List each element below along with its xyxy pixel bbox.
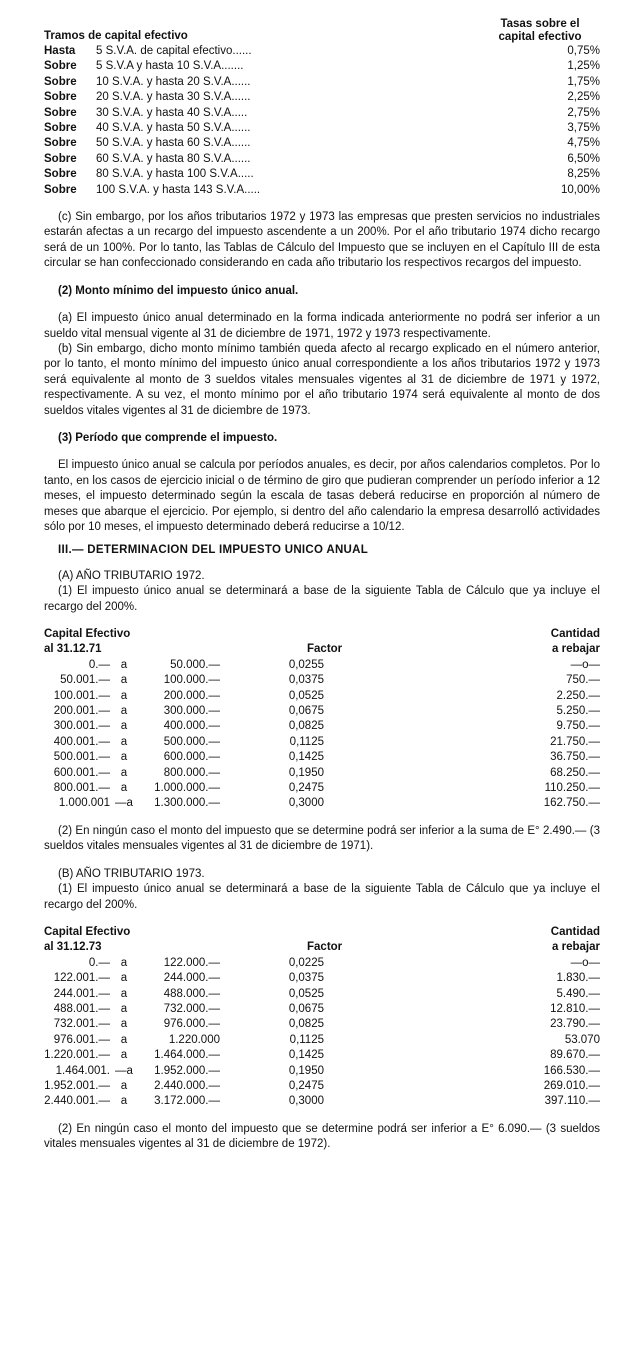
table-row: [44, 781, 600, 796]
cell-sep: a: [120, 956, 128, 969]
cell-to: 1.220.000: [168, 1033, 220, 1046]
tramos-desc: 5 S.V.A. de capital efectivo......: [96, 45, 252, 57]
cell-amount: 36.750.—: [550, 751, 600, 764]
tramos-rate: 10,00%: [560, 183, 600, 196]
cell-factor: 0,0375: [288, 972, 324, 985]
table-1972-col-factor: Factor: [307, 643, 343, 656]
cell-to: 488.000.—: [163, 987, 220, 1000]
tramos-rate: 0,75%: [567, 45, 600, 57]
cell-from: 0.—: [88, 658, 110, 671]
paragraph-a1: (1) El impuesto único anual se determinará a base de la siguiente Tabla de Cálculo que ya incluye el recargo del 200%.: [44, 585, 600, 613]
subheading-ano-1973: (B) AÑO TRIBUTARIO 1973.: [58, 867, 205, 880]
cell-amount: 53.070: [564, 1033, 600, 1046]
tramos-rate: 2,25%: [567, 91, 600, 104]
tramos-row: [44, 59, 600, 74]
cell-factor: 0,0525: [288, 689, 324, 702]
cell-sep: a: [120, 1095, 128, 1108]
tramos-desc: 60 S.V.A. y hasta 80 S.V.A......: [96, 152, 251, 165]
cell-to: 122.000.—: [163, 956, 220, 969]
cell-amount: 1.830.—: [556, 972, 600, 985]
cell-amount: 397.110.—: [544, 1095, 600, 1108]
cell-from: 976.001.—: [53, 1033, 110, 1046]
cell-amount: 9.750.—: [556, 720, 600, 733]
cell-sep: a: [120, 689, 128, 702]
col-capital-line1: Capital Efectivo: [44, 628, 131, 640]
cell-factor: 0,1950: [288, 1064, 324, 1077]
table-row: [44, 956, 600, 971]
paragraph-2b: (b) Sin embargo, dicho monto mínimo también queda afecto al recargo explicado en el número anterior, por lo tanto, el monto mínimo del impuesto único anual correspondiente a los años tributarios 1972 y 1973 será equivalente al monto de 3 sueldos vitales mensuales vigentes al 31 de diciembre de 1971 y 1972, respectivamente. A su vez, el monto mínimo por el año tributario 1974 será equivalente al monto de dos sueldos vitales vigentes al 31 de diciembre de 1973.: [44, 342, 600, 417]
table-row: [44, 987, 600, 1002]
cell-sep: —a: [115, 1064, 133, 1077]
cell-amount: 68.250.—: [550, 766, 600, 779]
cell-sep: a: [120, 735, 128, 748]
paragraph-b2: (2) En ningún caso el monto del impuesto que se determine podrá ser inferior a E° 6.090.— (3 sueldos vitales mensuales vigentes al 31 de diciembre de 1972).: [44, 1122, 600, 1151]
table-row: [44, 689, 600, 704]
cell-amount: 162.750.—: [543, 797, 600, 810]
table-row: [44, 1048, 600, 1063]
paragraph-c: (c) Sin embargo, por los años tributarios 1972 y 1973 las empresas que presten servicios no industriales estarán afectas a un recargo del impuesto ascendente a un 200%. Por el año tributario 1974 dicho recargo será de un 100%. Por lo tanto, las Tablas de Cálculo del Impuesto que se incluyen en el Capítulo III de esta circular se han confeccionado considerando en cada año tributario los respectivos recargos del impuesto.: [44, 211, 600, 270]
tramos-row: [44, 121, 600, 136]
tramos-desc: 10 S.V.A. y hasta 20 S.V.A......: [96, 75, 251, 88]
table-1972-header: [44, 627, 600, 658]
tramos-row: [44, 136, 600, 151]
cell-from: 488.001.—: [53, 1002, 110, 1015]
tramos-row: [44, 90, 600, 105]
table-row: [44, 766, 600, 781]
cell-sep: a: [120, 674, 128, 687]
table-row: [44, 735, 600, 750]
cell-amount: 5.250.—: [556, 705, 600, 718]
tramos-rate: 2,75%: [567, 106, 600, 119]
cell-sep: a: [120, 972, 128, 985]
cell-sep: a: [120, 720, 128, 733]
table-1973-col-capital: [44, 925, 244, 956]
tramos-row: [44, 75, 600, 90]
cell-factor: 0,0225: [288, 956, 324, 969]
cell-amount: 21.750.—: [550, 735, 600, 748]
cell-to: 400.000.—: [163, 720, 220, 733]
cell-to: 800.000.—: [163, 766, 220, 779]
cell-sep: a: [120, 987, 128, 1000]
cell-factor: 0,3000: [288, 1095, 324, 1108]
cell-from: 122.001.—: [53, 972, 110, 985]
table-row: [44, 971, 600, 986]
col-capital-line2: al 31.12.71: [44, 643, 102, 656]
cell-factor: 0,0255: [288, 658, 324, 671]
cell-sep: a: [120, 705, 128, 718]
tramos-list: [44, 44, 600, 198]
paragraph-2a: (a) El impuesto único anual determinado en la forma indicada anteriormente no podrá ser inferior a un sueldo vital mensual vigente al 31 de diciembre de 1971, 1972 y 1973 respectivamente.: [44, 312, 600, 340]
table-1973-body: [44, 956, 600, 1110]
cell-amount: 5.490.—: [556, 987, 600, 1000]
table-row: [44, 1079, 600, 1094]
cell-factor: 0,1425: [288, 1049, 324, 1062]
cell-sep: a: [120, 782, 128, 795]
cell-factor: 0,1125: [289, 735, 324, 748]
cell-sep: a: [120, 1079, 128, 1092]
table-row: [44, 750, 600, 765]
tramos-row: [44, 167, 600, 182]
cell-from: 2.440.001.—: [44, 1095, 110, 1108]
cell-from: 800.001.—: [53, 782, 110, 795]
cell-factor: 0,1425: [288, 751, 324, 764]
cell-to: 3.172.000.—: [154, 1095, 220, 1108]
cell-to: 200.000.—: [163, 689, 220, 702]
cell-from: 200.001.—: [53, 705, 110, 718]
cell-from: 1.000.001: [58, 797, 110, 810]
cell-factor: 0,1950: [288, 766, 324, 779]
tramos-desc: 40 S.V.A. y hasta 50 S.V.A......: [96, 122, 251, 135]
tramos-label: Sobre: [44, 91, 77, 104]
tramos-right-header: [480, 18, 600, 44]
cell-sep: a: [120, 1033, 128, 1046]
table-row: [44, 1064, 600, 1079]
table-row: [44, 1002, 600, 1017]
table-row: [44, 796, 600, 811]
cell-to: 1.952.000.—: [154, 1064, 220, 1077]
cell-amount: —o—: [570, 658, 600, 671]
cell-amount: 750.—: [566, 674, 600, 687]
paragraph-b1: (1) El impuesto único anual se determinará a base de la siguiente Tabla de Cálculo que ya incluye el recargo del 200%.: [44, 883, 600, 911]
tramos-label: Sobre: [44, 122, 77, 135]
cell-amount: 110.250.—: [544, 782, 600, 795]
tramos-label: Sobre: [44, 60, 77, 73]
tramos-row: [44, 106, 600, 121]
cell-sep: a: [120, 766, 128, 779]
cell-amount: 166.530.—: [543, 1064, 600, 1077]
col-capital-line1: Capital Efectivo: [44, 925, 131, 938]
cell-factor: 0,0675: [288, 705, 324, 718]
cell-to: 300.000.—: [163, 705, 220, 718]
col-capital-line2: al 31.12.73: [44, 941, 102, 954]
subheading-ano-1972: (A) AÑO TRIBUTARIO 1972.: [58, 569, 205, 582]
cell-from: 50.001.—: [60, 674, 110, 687]
cell-factor: 0,2475: [288, 1079, 324, 1092]
cell-sep: a: [120, 658, 128, 671]
cell-factor: 0,1125: [289, 1033, 324, 1046]
cell-to: 1.464.000.—: [154, 1049, 220, 1062]
cell-from: 100.001.—: [53, 689, 110, 702]
tramos-label: Sobre: [44, 106, 77, 119]
tramos-row: [44, 183, 600, 198]
cell-sep: a: [120, 751, 128, 764]
cell-amount: 89.670.—: [550, 1049, 600, 1062]
table-row: [44, 1033, 600, 1048]
cell-from: 1.464.001.: [55, 1064, 110, 1077]
paragraph-a2: (2) En ningún caso el monto del impuesto que se determine podrá ser inferior a la suma de E° 2.490.— (3 sueldos vitales mensuales vigentes al 31 de diciembre de 1971).: [44, 824, 600, 853]
table-1972-col-cantidad: [490, 627, 600, 658]
tramos-desc: 80 S.V.A. y hasta 100 S.V.A.....: [96, 168, 254, 181]
col-cantidad-line1: Cantidad: [550, 628, 600, 640]
cell-from: 0.—: [88, 956, 110, 969]
col-cantidad-line1: Cantidad: [550, 925, 600, 938]
cell-amount: 2.250.—: [556, 689, 600, 702]
tramos-rate: 1,25%: [567, 60, 600, 73]
table-row: [44, 719, 600, 734]
section-title-iii: III.— DETERMINACION DEL IMPUESTO UNICO ANUAL: [58, 544, 369, 557]
tramos-label: Sobre: [44, 75, 77, 88]
tramos-desc: 5 S.V.A y hasta 10 S.V.A.......: [96, 60, 244, 73]
cell-factor: 0,0375: [288, 674, 324, 687]
cell-to: 732.000.—: [163, 1002, 220, 1015]
cell-from: 244.001.—: [53, 987, 110, 1000]
col-cantidad-line2: a rebajar: [552, 941, 600, 954]
table-1972-col-capital: [44, 627, 244, 658]
tramos-right-header-line2: capital efectivo: [498, 31, 582, 43]
cell-to: 976.000.—: [163, 1018, 220, 1031]
tramos-label: Sobre: [44, 168, 77, 181]
tramos-rate: 8,25%: [567, 168, 600, 181]
table-row: [44, 1094, 600, 1109]
cell-from: 300.001.—: [53, 720, 110, 733]
tramos-label: Sobre: [44, 152, 77, 165]
cell-factor: 0,0675: [288, 1002, 324, 1015]
tramos-label: Sobre: [44, 137, 77, 150]
cell-to: 50.000.—: [170, 658, 220, 671]
cell-amount: 269.010.—: [543, 1079, 600, 1092]
cell-to: 600.000.—: [163, 751, 220, 764]
cell-factor: 0,0825: [288, 720, 324, 733]
cell-from: 732.001.—: [53, 1018, 110, 1031]
cell-factor: 0,0825: [288, 1018, 324, 1031]
tramos-rate: 1,75%: [567, 75, 600, 88]
tramos-row: [44, 44, 600, 59]
paragraph-3: El impuesto único anual se calcula por períodos anuales, es decir, por años calendarios completos. Por lo tanto, en los casos de ejercicio inicial o de término de giro que pudieran comprender un período inferior a 12 meses, el impuesto determinado según la escala de tasas deberá reducirse en proporción al número de meses que abarque el ejercicio. Por ejemplo, si dentro del año calendario la empresa desarrolló actividades sólo por 10 meses, el impuesto determinado deberá reducirse a 10/12.: [44, 459, 600, 533]
cell-sep: a: [120, 1002, 128, 1015]
col-cantidad-line2: a rebajar: [552, 643, 600, 656]
tramos-left-header: Tramos de capital efectivo: [44, 29, 188, 42]
table-1973-header: [44, 925, 600, 956]
table-row: [44, 1017, 600, 1032]
tramos-desc: 30 S.V.A. y hasta 40 S.V.A.....: [96, 106, 248, 119]
cell-from: 600.001.—: [53, 766, 110, 779]
cell-factor: 0,3000: [288, 797, 324, 810]
tramos-label: Sobre: [44, 183, 77, 196]
cell-sep: a: [120, 1018, 128, 1031]
heading-monto-minimo: (2) Monto mínimo del impuesto único anual.: [58, 284, 299, 297]
cell-to: 100.000.—: [163, 674, 220, 687]
tramos-desc: 20 S.V.A. y hasta 30 S.V.A......: [96, 91, 251, 104]
cell-sep: a: [120, 1049, 128, 1062]
tramos-rate: 3,75%: [567, 122, 600, 135]
cell-amount: 23.790.—: [550, 1018, 600, 1031]
table-1972-body: [44, 658, 600, 812]
tramos-header: [44, 18, 600, 44]
cell-factor: 0,0525: [288, 987, 324, 1000]
cell-to: 2.440.000.—: [154, 1079, 220, 1092]
cell-to: 500.000.—: [163, 735, 220, 748]
tramos-row: [44, 152, 600, 167]
heading-periodo: (3) Período que comprende el impuesto.: [58, 431, 278, 444]
cell-sep: —a: [115, 797, 133, 810]
table-row: [44, 673, 600, 688]
table-1973-col-factor: Factor: [307, 941, 343, 954]
table-1973-col-cantidad: [490, 925, 600, 956]
tramos-desc: 50 S.V.A. y hasta 60 S.V.A......: [96, 137, 251, 150]
table-row: [44, 658, 600, 673]
cell-from: 500.001.—: [53, 751, 110, 764]
tramos-label: Hasta: [44, 45, 76, 57]
tramos-rate: 6,50%: [567, 152, 600, 165]
document-page: [44, 18, 600, 1153]
cell-to: 1.000.000.—: [154, 782, 220, 795]
cell-from: 400.001.—: [53, 735, 110, 748]
tramos-right-header-line1: Tasas sobre el: [500, 18, 580, 30]
tramos-rate: 4,75%: [567, 137, 600, 150]
cell-from: 1.952.001.—: [44, 1079, 110, 1092]
tramos-desc: 100 S.V.A. y hasta 143 S.V.A.....: [96, 183, 261, 196]
cell-to: 244.000.—: [163, 972, 220, 985]
cell-to: 1.300.000.—: [154, 797, 220, 810]
cell-amount: 12.810.—: [550, 1002, 600, 1015]
cell-factor: 0,2475: [288, 782, 324, 795]
cell-from: 1.220.001.—: [44, 1049, 110, 1062]
table-row: [44, 704, 600, 719]
cell-amount: —o—: [570, 956, 600, 969]
